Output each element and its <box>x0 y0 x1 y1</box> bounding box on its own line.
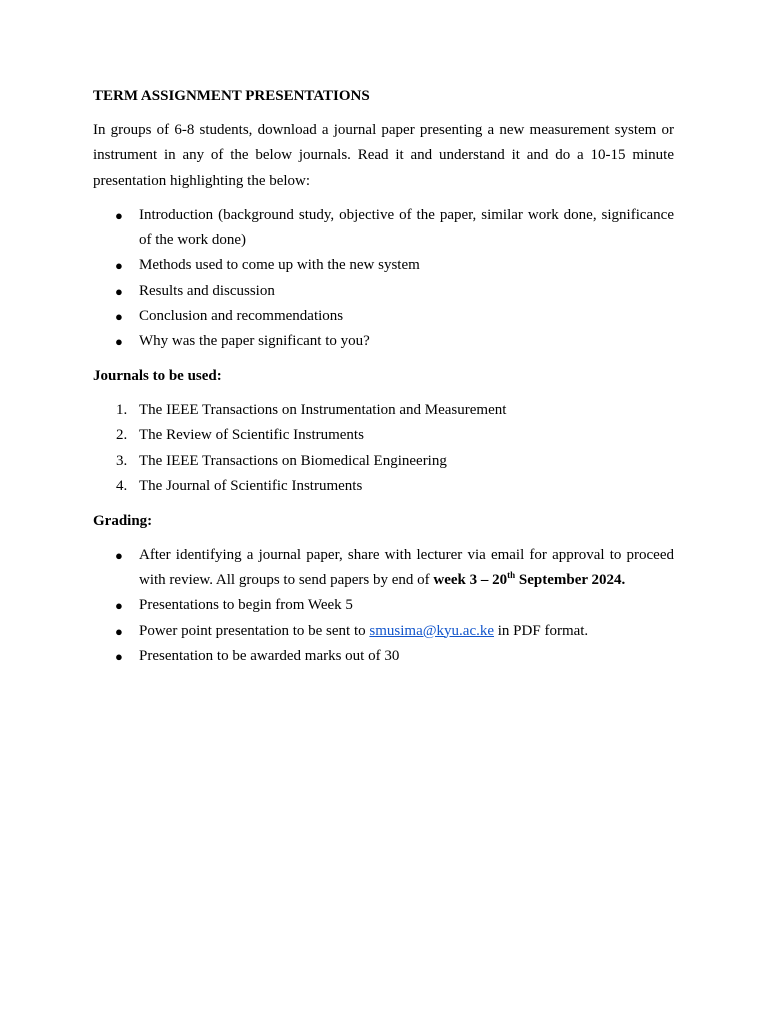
list-item <box>93 304 674 329</box>
bullet-icon: ● <box>115 207 123 223</box>
list-item <box>93 398 674 423</box>
bullet-icon: ● <box>115 547 123 563</box>
bullet-icon: ● <box>115 283 123 299</box>
deadline-date: September 2024. <box>515 572 626 589</box>
list-item <box>93 619 674 644</box>
list-item <box>93 279 674 304</box>
list-number: 4. <box>116 477 128 494</box>
list-item-text: Presentations to begin from Week 5 <box>139 597 353 614</box>
ordinal-suffix: th <box>507 570 516 581</box>
list-item <box>93 253 674 278</box>
email-link[interactable]: smusima@kyu.ac.ke <box>369 622 495 639</box>
bullet-icon: ● <box>115 648 123 664</box>
list-item-text: Presentation to be awarded marks out of 30 <box>139 647 400 664</box>
list-item-text: Introduction (background study, objective of the paper, similar work done, significance of the work done) <box>139 206 674 249</box>
list-number: 2. <box>116 427 128 444</box>
list-item <box>93 423 674 448</box>
list-item <box>93 203 674 253</box>
list-item-text: Methods used to come up with the new system <box>139 257 420 274</box>
bullet-icon: ● <box>115 598 123 614</box>
list-number: 1. <box>116 402 128 419</box>
deadline-text <box>433 572 625 588</box>
document-title: TERM ASSIGNMENT PRESENTATIONS <box>93 88 370 104</box>
document-body <box>93 87 674 679</box>
list-item <box>93 449 674 474</box>
journals-heading: Journals to be used: <box>93 368 222 385</box>
list-item-text: Why was the paper significant to you? <box>139 332 370 349</box>
list-number: 3. <box>116 452 128 469</box>
list-item-text: After identifying a journal paper, share with lecturer via email for approval to proceed with review. All groups to send papers by end of <box>139 546 674 589</box>
bullet-icon: ● <box>115 308 123 324</box>
list-item-text: The IEEE Transactions on Instrumentation and Measurement <box>139 402 507 419</box>
journals-list <box>93 398 674 499</box>
list-item <box>93 543 674 593</box>
intro-paragraph: In groups of 6-8 students, download a journal paper presenting a new measurement system or instrument in any of the below journals. Read it and understand it and do a 10-15 minute presentation highlighting the below: <box>93 122 674 189</box>
grading-heading: Grading: <box>93 512 153 529</box>
list-item-text: Conclusion and recommendations <box>139 307 344 324</box>
list-item-text: The Review of Scientific Instruments <box>139 427 364 444</box>
highlights-list <box>93 203 674 354</box>
bullet-icon: ● <box>115 623 123 639</box>
list-item <box>93 329 674 354</box>
bullet-icon: ● <box>115 333 123 349</box>
list-item-text: Results and discussion <box>139 282 275 299</box>
list-item-text: Power point presentation to be sent to <box>139 622 370 639</box>
bullet-icon: ● <box>115 258 123 274</box>
list-item <box>93 644 674 669</box>
deadline-week: week 3 – 20 <box>433 572 508 589</box>
list-item <box>93 593 674 618</box>
list-item <box>93 474 674 499</box>
grading-list <box>93 543 674 669</box>
list-item-text: The IEEE Transactions on Biomedical Engineering <box>139 452 447 469</box>
list-item-text: The Journal of Scientific Instruments <box>139 477 363 494</box>
list-item-text: in PDF format. <box>494 622 589 639</box>
